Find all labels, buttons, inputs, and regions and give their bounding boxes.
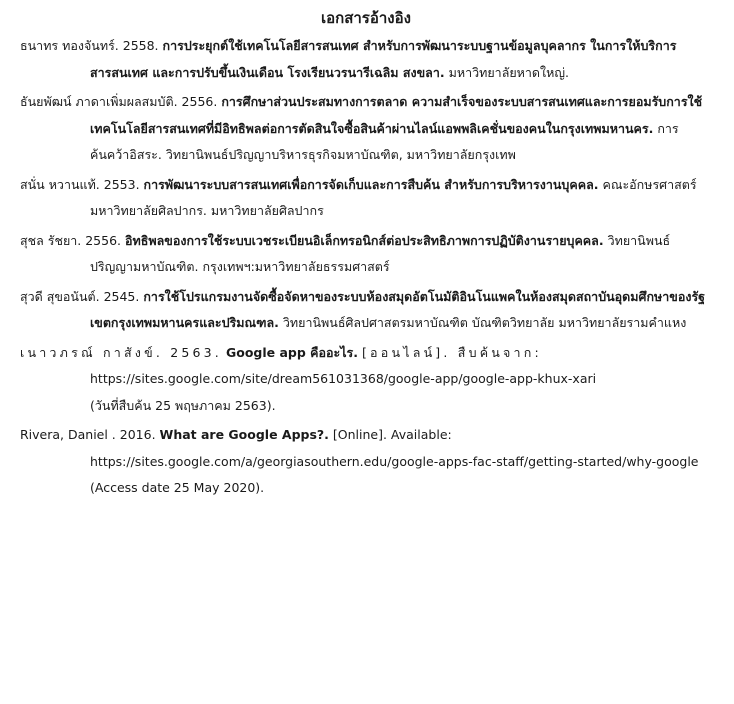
reference-title: การใช้โปรแกรมงานจัดซื้อจัดหาของระบบห้องสมุดอัตโนมัติอินโนแพคในห้องสมุดสถาบันอุดมศึกษาของรัฐเขตกรุงเทพมหานครและปริมณฑล. (90, 288, 706, 330)
reference-author: สนั่น หวานแท้. 2553. (20, 176, 140, 192)
reference-entry-1 (20, 33, 712, 86)
reference-online-label: [ออนไลน์]. สืบค้นจาก: (361, 344, 542, 360)
reference-entry-6 (20, 340, 712, 420)
reference-author: สุวดี สุขอนันต์. 2545. (20, 288, 140, 304)
reference-publisher: วิทยานิพนธ์ปริญญามหาบัณฑิต. กรุงเทพฯ:มหาวิทยาลัยธรรมศาสตร์ (90, 232, 671, 274)
reference-title: What are Google Apps?. (159, 427, 329, 442)
reference-url: https://sites.google.com/site/dream561031368/google-app/google-app-khux-xari (90, 371, 597, 386)
reference-author: ธนาทร ทองจันทร์. 2558. (20, 38, 159, 53)
reference-title: Google app คืออะไร. (225, 344, 358, 360)
reference-publisher: คณะอักษรศาสตร์ มหาวิทยาลัยศิลปากร. มหาวิทยาลัยศิลปากร (90, 176, 697, 218)
reference-publisher: มหาวิทยาลัยหาดใหญ่. (448, 64, 570, 80)
reference-title: การศึกษาส่วนประสมทางการตลาด ความสำเร็จของระบบสารสนเทศและการยอมรับการใช้เทคโนโลยีสารสนเทศที่มีอิทธิพลต่อการตัดสินใจซื้อสินค้าผ่านไลน์แอพพลิเคชั่นของคนในกรุงเทพมหานคร. (90, 94, 703, 136)
reference-author: ธันยพัฒน์ ภาดาเพิ่มผลสมบัติ. 2556. (20, 94, 218, 109)
reference-title: การประยุกต์ใช้เทคโนโลยีสารสนเทศ สำหรับการพัฒนาระบบฐานข้อมูลบุคลากร ในการให้บริการสารสนเทศ และการปรับขึ้นเงินเดือน โรงเรียนวรนารีเฉลิม สงขลา. (90, 38, 677, 80)
reference-entry-7 (20, 422, 712, 502)
reference-author: เนาวภรณ์ กาสังข์. 2563. (20, 344, 222, 360)
reference-url: https://sites.google.com/a/georgiasouthern.edu/google-apps-fac-staff/getting-started/why-google (90, 453, 699, 469)
reference-entry-2 (20, 89, 712, 169)
reference-author: สุชล รัชยา. 2556. (20, 232, 122, 248)
reference-online-label: [Online]. Available: (332, 427, 452, 442)
reference-access-date: (Access date 25 May 2020). (90, 480, 265, 495)
reference-author: Rivera, Daniel . 2016. (20, 427, 156, 442)
reference-publisher: การค้นคว้าอิสระ. วิทยานิพนธ์ปริญญาบริหารธุรกิจมหาบัณฑิต, มหาวิทยาลัยกรุงเทพ (90, 120, 679, 162)
reference-access-date: (วันที่สืบค้น 25 พฤษภาคม 2563). (90, 397, 276, 413)
reference-entry-3 (20, 172, 712, 225)
reference-entry-4 (20, 228, 712, 281)
reference-title: การพัฒนาระบบสารสนเทศเพื่อการจัดเก็บและการสืบค้น สำหรับการบริหารงานบุคคล. (143, 176, 599, 192)
references-heading: เอกสารอ้างอิง (321, 9, 411, 27)
reference-entry-5 (20, 284, 712, 337)
reference-publisher: วิทยานิพนธ์ศิลปศาสตรมหาบัณฑิต บัณฑิตวิทยาลัย มหาวิทยาลัยรามคำแหง (282, 315, 687, 330)
reference-title: อิทธิพลของการใช้ระบบเวชระเบียนอิเล็กทรอนิกส์ต่อประสิทธิภาพการปฏิบัติงานรายบุคคล. (125, 232, 604, 248)
